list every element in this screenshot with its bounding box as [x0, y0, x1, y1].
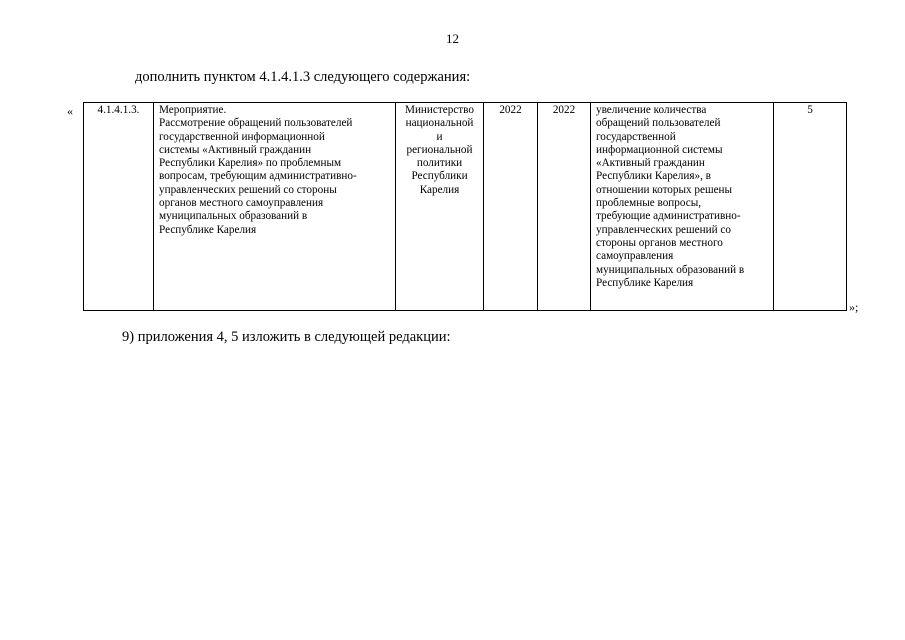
end-year-cell: 2022 [538, 103, 591, 311]
indicator-line: управленческих решений со [596, 223, 731, 236]
organization-line: Министерство [405, 104, 474, 116]
description-line: Республике Карелия [159, 223, 257, 236]
organization-line: и [436, 130, 443, 143]
description-line: управленческих решений со стороны [159, 183, 337, 196]
organization-line: национальной [405, 117, 474, 130]
organization-line: Республики [411, 170, 468, 183]
indicator-line: «Активный гражданин [596, 157, 705, 170]
description-line: Мероприятие. [159, 104, 227, 116]
organization-line: политики [416, 157, 463, 170]
description-line: вопросам, требующим административно- [159, 170, 357, 183]
organization-line: Карелия [419, 183, 460, 196]
indicator-line: Республике Карелия [596, 276, 694, 289]
indicator-line: самоуправления [596, 250, 674, 263]
description-line: Рассмотрение обращений пользователей [159, 117, 353, 130]
closing-paragraph: 9) приложения 4, 5 изложить в следующей редакции: [122, 329, 451, 345]
indicator-line: проблемные вопросы, [596, 197, 702, 210]
indicator-line: обращений пользователей [596, 117, 721, 130]
indicator-cell [591, 103, 774, 311]
table-row [84, 103, 847, 311]
indicator-line: стороны органов местного [596, 236, 723, 249]
organization-line: региональной [406, 143, 473, 156]
indicator-line: Республики Карелия», в [596, 170, 711, 183]
description-cell [154, 103, 396, 311]
description-line: государственной информационной [159, 130, 325, 143]
description-line: органов местного самоуправления [159, 197, 324, 210]
indicator-line: отношении которых решены [596, 183, 733, 196]
start-year-cell: 2022 [484, 103, 538, 311]
item-number-cell: 4.1.4.1.3. [84, 103, 154, 311]
activity-table [83, 102, 847, 311]
organization-cell [396, 103, 484, 311]
indicator-line: увеличение количества [596, 104, 707, 116]
description-line: Республики Карелия» по проблемным [159, 157, 342, 170]
closing-quote: »; [849, 300, 859, 314]
description-line: муниципальных образований в [159, 210, 308, 223]
indicator-line: требующие административно- [596, 210, 741, 223]
page-number: 12 [446, 31, 459, 46]
indicator-line: муниципальных образований в [596, 263, 745, 276]
indicator-line: информационной системы [596, 143, 723, 156]
intro-paragraph: дополнить пунктом 4.1.4.1.3 следующего содержания: [135, 69, 471, 85]
indicator-line: государственной [596, 130, 676, 143]
description-line: системы «Активный гражданин [159, 143, 312, 156]
opening-quote: « [67, 104, 73, 118]
target-value-cell: 5 [774, 103, 847, 311]
